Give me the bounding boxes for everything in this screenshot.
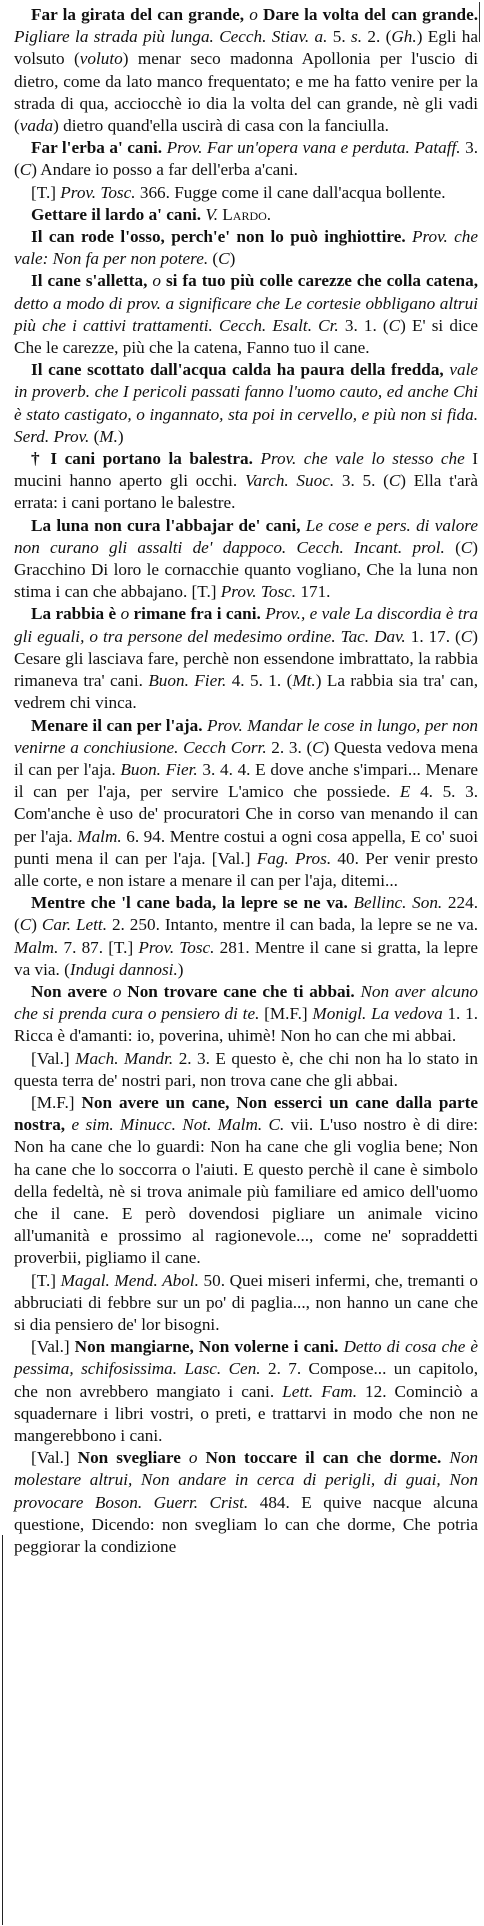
entry-italic-text: e sim. Minucc. Not. Malm. C.: [71, 1115, 291, 1135]
entry-italic-text: Prov. Tosc.: [60, 182, 140, 202]
entry-italic-text: C: [19, 915, 32, 935]
entry-italic-text: Detto di cosa che è pessima, schifosissima. Lasc. Cen.: [14, 1337, 479, 1379]
entry-text: 2. 7. Compose... un capitolo, che non avrebbero mangiato i cani.: [14, 1359, 479, 1401]
column-rule-left: [2, 1535, 3, 1925]
entry-headword: Il cane s'alletta,: [31, 271, 153, 291]
dictionary-entry: [14, 448, 478, 515]
entry-text: 2. 250. Intanto, mentre il can bada, la lepre se ne va.: [111, 915, 479, 935]
entry-headword: Il can rode l'osso, perch'e' non lo può inghiottire.: [31, 227, 412, 247]
entry-text: 4. 5. 1. (: [231, 671, 293, 691]
dictionary-entry: [14, 270, 478, 359]
entry-text: (: [212, 249, 219, 269]
entry-headword: La rabbia è: [31, 604, 121, 624]
entry-headword: Il cane scottato dall'acqua calda ha paura della fredda,: [31, 360, 450, 380]
dictionary-entry: [14, 1336, 478, 1447]
entry-italic-text: detto a modo di prov. a significare che Le cortesie obbligano altrui più che i cattivi trattamenti. Cecch. Esalt. Cr.: [14, 293, 478, 335]
entry-italic-text: Prov. Far un'opera vana e perduta. Pataff.: [166, 138, 466, 158]
entry-italic-text: E: [399, 782, 421, 802]
entry-text: ) Questa vedova mena il can per l'aja.: [14, 737, 478, 779]
dictionary-entry: [14, 892, 478, 981]
entry-headword: Non avere: [31, 981, 113, 1001]
entry-italic-text: vada: [19, 116, 54, 136]
entry-headword: Non trovare cane che ti abbai.: [127, 981, 361, 1001]
entry-text: 1. 1. Ricca è d'amanti: io, poverina, uhimè! Non ho can che mi abbai.: [14, 1004, 478, 1046]
entry-italic-text: Magal. Mend. Abol.: [60, 1270, 204, 1290]
entry-headword: Far l'erba a' cani.: [31, 138, 167, 158]
entry-text: I mucini hanno aperto gli occhi.: [14, 449, 478, 491]
entry-italic-text: o: [188, 1448, 206, 1468]
entry-italic-text: Bellinc. Son.: [353, 893, 448, 913]
entry-text: (: [93, 426, 100, 446]
entry-headword: Menare il can per l'aja.: [31, 715, 207, 735]
entries-column: [14, 4, 478, 1558]
entry-italic-text: Non molestare altrui, Non andare in cerca di perigli, di guai, Non provocare Boson. Guerr. Crist.: [14, 1448, 479, 1512]
entry-text: 2. (: [367, 27, 392, 47]
entry-italic-text: Buon. Fier.: [120, 759, 203, 779]
entry-italic-text: V.: [205, 204, 223, 224]
entry-italic-text: Malm.: [14, 937, 64, 957]
entry-text: 224. (: [14, 893, 478, 935]
entry-italic-text: Le cose e pers. di valore non curano gli assalti de' dappoco. Cecch. Incant. prol.: [14, 515, 478, 557]
entry-italic-text: vale in proverb. che I pericoli passati fanno l'uomo cauto, ed anche Chi è stato castigato, o ingannato, sta poi in cervello, e più non si fida. Serd. Prov.: [14, 360, 478, 446]
entry-text: [M.F.]: [264, 1004, 313, 1024]
entry-headword: rimane fra i cani.: [133, 604, 266, 624]
entry-text: ): [229, 249, 236, 269]
dictionary-entry: [14, 603, 478, 714]
entry-text: ): [31, 915, 42, 935]
entry-italic-text: Indugi dannosi.: [69, 959, 178, 979]
entry-text: [Val.]: [31, 1048, 76, 1068]
entry-italic-text: Mt.: [292, 671, 316, 691]
entry-italic-text: Mach. Mandr.: [75, 1048, 179, 1068]
dictionary-entry: [14, 1048, 478, 1092]
dictionary-entry: [14, 981, 478, 1048]
dictionary-entry: [14, 226, 478, 270]
entry-italic-text: Car. Lett.: [41, 915, 112, 935]
entry-text: ) Egli ha volsuto (: [14, 27, 478, 69]
entry-text: ) La rabbia sia tra' can, vedrem chi vinca.: [14, 671, 478, 713]
dictionary-entry: [14, 715, 478, 893]
dictionary-entry: [14, 137, 478, 181]
entry-italic-text: C: [460, 537, 473, 557]
dictionary-entry: [14, 515, 478, 604]
entry-text: vii. L'uso nostro è di dire: Non ha cane che lo guardi: Non ha cane che gli voglia bene; Non ha cane che lo soccorra o l'aiuti. E questo perchè il cane è simbolo della fedeltà, nè si trova animale più familiare ed amico dell'uomo che il cane. E però dovendosi pigliare un animale vicino all'umanità e prossimo al ragionevole..., come ne' sopraddetti proverbii, pigliamo il cane.: [14, 1115, 478, 1268]
entry-italic-text: C: [460, 626, 473, 646]
dictionary-entry: [14, 182, 478, 204]
entry-italic-text: o: [112, 981, 128, 1001]
entry-text: 366. Fugge come il cane dall'acqua bollente.: [139, 182, 446, 202]
entry-headword: Non svegliare: [77, 1448, 189, 1468]
entry-italic-text: Pigliare la strada più lunga. Cecch. Stiav. a.: [14, 27, 333, 47]
entry-text: ) Andare io posso a far dell'erba a'cani.: [31, 160, 298, 180]
entry-text: ) Cesare gli lasciava fare, perchè non essendone imbrattato, la rabbia rimaneva tra' cani.: [14, 626, 478, 691]
entry-text: 40. Per venir presto alle corte, e non istare a menare il can per l'aja, ditemi...: [14, 848, 478, 890]
entry-text: 6. 94. Mentre costui a ogni cosa appella, E co' suoi punti mena il can per l'aja. [Val.]: [14, 826, 478, 868]
entry-text: ) E' si dice Che le carezze, più che la catena, Fanno tuo il cane.: [14, 315, 478, 358]
column-rule-top: [479, 2, 480, 42]
entry-headword: Dare la volta del can grande.: [263, 5, 479, 24]
entry-italic-text: Prov. Tosc.: [138, 937, 220, 957]
entry-text: ) menar seco madonna Apollonia per l'uscio di dietro, come da lato manco frequentato; e me ha fatto venire per la strada di qua, acciocchè io dia la volta del can grande, nè gli vadi (: [14, 49, 479, 136]
entry-text: ): [177, 959, 184, 979]
entry-headword: La luna non cura l'abbajar de' cani,: [31, 515, 306, 535]
entry-italic-text: Monigl. La vedova: [312, 1004, 448, 1024]
entry-text: 4. 5. 3. Com'anche è uso de' procuratori Che in corso van menando il can per l'aja.: [14, 782, 479, 846]
entry-text: 12. Cominciò a squadernare i libri vostri, o preti, e trattarvi in modo che non ne mangerebbono i cani.: [14, 1381, 478, 1445]
entry-text: 281. Mentre il cane si gratta, la lepre va via. (: [14, 937, 478, 979]
entry-italic-text: C: [388, 315, 401, 335]
dictionary-entry: [14, 359, 478, 448]
entry-italic-text: Prov. Mandar le cose in lungo, per non venirne a conchiusione. Cecch Corr.: [14, 715, 479, 757]
entry-text: 3. (: [14, 138, 478, 180]
entry-headword: Non mangiarne, Non volerne i cani.: [74, 1337, 344, 1357]
entry-text: 2. 3. E questo è, che chi non ha lo stato in questa terra de' nostri pari, non trova cane che gli abbai.: [14, 1048, 478, 1090]
entry-headword: Non toccare il can che dorme.: [205, 1448, 450, 1468]
entry-headword: si fa tuo più colle carezze che colla catena,: [165, 271, 479, 291]
dictionary-entry: [14, 204, 478, 226]
entry-headword: Far la girata del can grande,: [31, 5, 250, 24]
entry-italic-text: C: [218, 249, 230, 269]
entry-text: 171.: [300, 582, 331, 602]
entry-italic-text: C: [388, 471, 401, 491]
entry-text: 5.: [332, 27, 352, 47]
entry-italic-text: o: [120, 604, 134, 624]
entry-text: 484. E quive nacque alcuna questione, Dicendo: non svegliam lo can che dorme, Che potria peggiorar la condizione: [14, 1492, 478, 1557]
entry-text: ) dietro quand'ella uscirà di casa con la fanciulla.: [53, 116, 389, 136]
entry-text: (: [455, 537, 461, 557]
dictionary-entry: [14, 1092, 478, 1270]
entry-text: 1. 17. (: [410, 626, 461, 646]
entry-text: ): [117, 426, 124, 446]
entry-italic-text: Prov. che vale lo stesso che: [260, 449, 473, 469]
entry-italic-text: M.: [99, 426, 118, 446]
entry-text: ) Ella t'arà errata: i cani portano le balestre.: [14, 471, 478, 513]
entry-text: 3. 5. (: [341, 471, 389, 491]
entry-italic-text: Prov. che vale: Non fa per non potere.: [14, 227, 478, 269]
dictionary-entry: [14, 1447, 478, 1558]
entry-text: [Val.]: [31, 1337, 75, 1357]
entry-text: [T.]: [31, 182, 61, 202]
entry-italic-text: Lett. Fam.: [282, 1381, 366, 1401]
entry-italic-text: Gh.: [391, 27, 417, 47]
entry-text: [T.]: [31, 1270, 61, 1290]
entry-italic-text: voluto: [79, 49, 123, 69]
entry-text: ) Gracchino Di loro le cornacchie quanto vogliano, Che la luna non stima i can che abbajano. [T.]: [14, 537, 478, 602]
entry-italic-text: Malm.: [77, 826, 127, 846]
entry-italic-text: Prov. Tosc.: [220, 582, 301, 602]
dictionary-entry: [14, 1270, 478, 1337]
entry-headword: † I cani portano la balestra.: [31, 449, 261, 469]
entry-italic-text: s.: [351, 27, 368, 47]
entry-italic-text: Buon. Fier.: [148, 671, 232, 691]
entry-italic-text: o: [249, 5, 264, 24]
entry-italic-text: Prov., e vale La discordia è tra gli eguali, o tra persone del medesimo ordine. Tac. Dav.: [14, 604, 478, 646]
entry-text: 3. 1. (: [344, 315, 389, 335]
entry-headword: Mentre che 'l cane bada, la lepre se ne va.: [31, 893, 354, 913]
entry-text: [M.F.]: [31, 1092, 82, 1112]
entry-text: 50. Quei miseri infermi, che, tremanti o abbruciati di febbre sur un po' di paglia..., non hanno un cane che si dia pensiero de' lor bisogni.: [14, 1270, 478, 1334]
entry-headword: Non avere un cane, Non esserci un cane dalla parte nostra,: [14, 1092, 478, 1135]
entry-text: 3. 4. 4. E dove anche s'impari... Menare il can per l'aja, per servire L'amico che possiede.: [14, 759, 479, 802]
entry-text: [Val.]: [31, 1448, 78, 1468]
entry-text: 2. 3. (: [271, 737, 313, 757]
entry-text: Lardo.: [222, 204, 272, 224]
entry-italic-text: Non aver alcuno che si prenda cura o pensiero di te.: [14, 981, 479, 1024]
dictionary-entry: [14, 4, 478, 137]
entry-italic-text: C: [19, 160, 32, 180]
entry-headword: Gettare il lardo a' cani.: [31, 204, 206, 224]
entry-italic-text: Fag. Pros.: [256, 848, 338, 868]
entry-italic-text: o: [152, 271, 166, 291]
entry-italic-text: C: [312, 737, 324, 757]
entry-italic-text: Varch. Suoc.: [244, 471, 342, 491]
entry-text: 7. 87. [T.]: [63, 937, 139, 957]
